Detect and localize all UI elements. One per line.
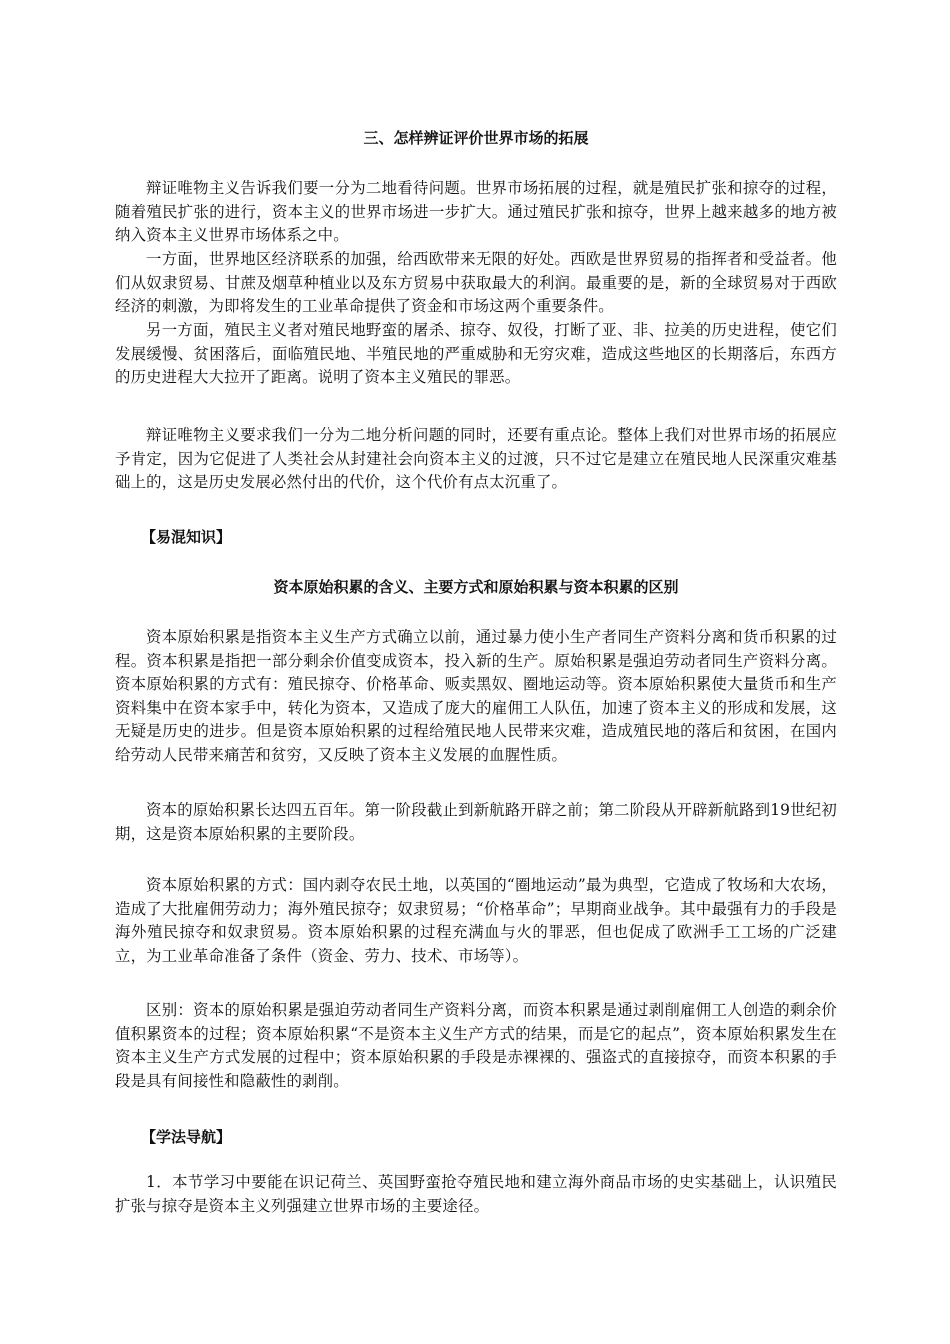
heading-confusing-knowledge: 【易混知识】	[141, 528, 232, 546]
paragraph-accumulation-stages: 资本的原始积累长达四五百年。第一阶段截止到新航路开辟之前；第二阶段从开辟新航路到19世纪初期，这是资本原始积累的主要阶段。	[115, 801, 837, 843]
section-title: 三、怎样辨证评价世界市场的拓展	[363, 129, 589, 147]
paragraph-accumulation-methods: 资本原始积累的方式：国内剥夺农民土地，以英国的“圈地运动”最为典型，它造成了牧场和大农场，造成了大批雇佣劳动力；海外殖民掠夺；奴隶贸易；“价格革命”；早期商业战争。其中最强有力的手段是海外殖民掠夺和奴隶贸易。资本原始积累的过程充满血与火的罪恶，但也促成了欧洲手工工场的广泛建立，为工业革命准备了条件（资金、劳力、技术、市场等）。	[115, 876, 837, 965]
paragraph-other-hand: 另一方面，殖民主义者对殖民地野蛮的屠杀、掠夺、奴役，打断了亚、非、拉美的历史进程，使它们发展缓慢、贫困落后，面临殖民地、半殖民地的严重威胁和无穷灾难，造成这些地区的长期落后，东西方的历史进程大大拉开了距离。说明了资本主义殖民的罪恶。	[115, 321, 837, 386]
paragraph-accumulation-definition: 资本原始积累是指资本主义生产方式确立以前，通过暴力使小生产者同生产资料分离和货币积累的过程。资本积累是指把一部分剩余价值变成资本，投入新的生产。原始积累是强迫劳动者同生产资料分离。资本原始积累的方式有：殖民掠夺、价格革命、贩卖黑奴、圈地运动等。资本原始积累使大量货币和生产资料集中在资本家手中，转化为资本，又造成了庞大的雇佣工人队伍，加速了资本主义的形成和发展，这无疑是历史的进步。但是资本原始积累的过程给殖民地人民带来灾难，造成殖民地的落后和贫困，在国内给劳动人民带来痛苦和贫穷，又反映了资本主义发展的血腥性质。	[115, 628, 837, 764]
paragraph-one-hand: 一方面，世界地区经济联系的加强，给西欧带来无限的好处。西欧是世界贸易的指挥者和受益者。他们从奴隶贸易、甘蔗及烟草种植业以及东方贸易中获取最大的利润。最重要的是，新的全球贸易对于西欧经济的刺激，为即将发生的工业革命提供了资金和市场这两个重要条件。	[115, 250, 837, 315]
paragraph-difference: 区别：资本的原始积累是强迫劳动者同生产资料分离，而资本积累是通过剥削雇佣工人创造的剩余价值积累资本的过程；资本原始积累“不是资本主义生产方式的结果，而是它的起点”，资本原始积累发生在资本主义生产方式发展的过程中；资本原始积累的手段是赤裸裸的、强盗式的直接掠夺，而资本积累的手段是具有间接性和隐蔽性的剥削。	[115, 1001, 837, 1090]
heading-study-guide: 【学法导航】	[141, 1128, 232, 1146]
subtitle-primitive-accumulation: 资本原始积累的含义、主要方式和原始积累与资本积累的区别	[273, 578, 679, 596]
paragraph-key-point: 辩证唯物主义要求我们一分为二地分析问题的同时，还要有重点论。整体上我们对世界市场的拓展应予肯定，因为它促进了人类社会从封建社会向资本主义的过渡，只不过它是建立在殖民地人民深重灾难基础上的，这是历史发展必然付出的代价，这个代价有点太沉重了。	[115, 426, 837, 491]
paragraph-dialectics-intro: 辩证唯物主义告诉我们要一分为二地看待问题。世界市场拓展的过程，就是殖民扩张和掠夺的过程，随着殖民扩张的进行，资本主义的世界市场进一步扩大。通过殖民扩张和掠夺，世界上越来越多的地方被纳入资本主义世界市场体系之中。	[115, 179, 837, 244]
paragraph-study-point-1: 1．本节学习中要能在识记荷兰、英国野蛮抢夺殖民地和建立海外商品市场的史实基础上，认识殖民扩张与掠夺是资本主义列强建立世界市场的主要途径。	[115, 1173, 837, 1215]
